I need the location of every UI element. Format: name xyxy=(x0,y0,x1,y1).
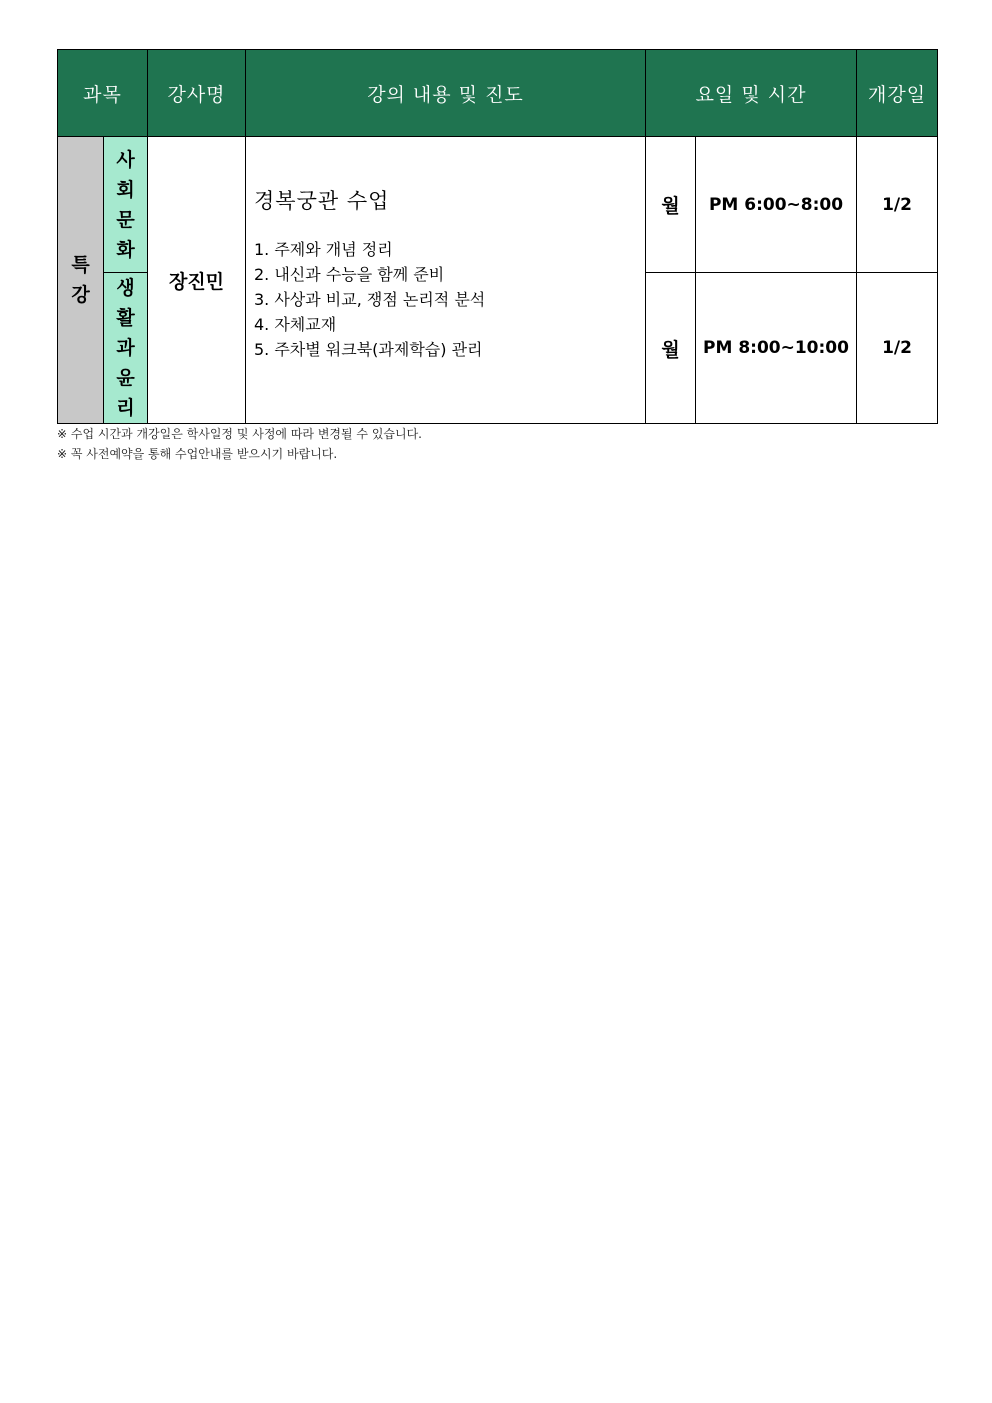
header-subject: 과목 xyxy=(58,50,148,137)
lecture-items xyxy=(254,237,637,362)
list-item: 4. 자체교재 xyxy=(254,315,337,334)
header-content: 강의 내용 및 진도 xyxy=(246,50,646,137)
time-cell: PM 8:00~10:00 xyxy=(696,273,857,424)
day-cell: 월 xyxy=(646,273,696,424)
time-cell: PM 6:00~8:00 xyxy=(696,137,857,273)
category-special: 특 강 xyxy=(58,137,104,424)
note-schedule-change: ※ 수업 시간과 개강일은 학사일정 및 사정에 따라 변경될 수 있습니다. xyxy=(57,427,422,441)
list-item: 2. 내신과 수능을 함께 준비 xyxy=(254,265,445,284)
lecture-title: 경복궁관 수업 xyxy=(254,189,390,213)
instructor-name: 장진민 xyxy=(148,137,246,424)
lecture-content xyxy=(246,137,646,424)
note-reservation: ※ 꼭 사전예약을 통해 수업안내를 받으시기 바랍니다. xyxy=(57,447,338,461)
header-row xyxy=(58,50,938,137)
header-schedule: 요일 및 시간 xyxy=(646,50,857,137)
course-row-social-culture xyxy=(58,137,938,273)
notes xyxy=(57,424,422,464)
start-date-cell: 1/2 xyxy=(857,137,938,273)
list-item: 1. 주제와 개념 정리 xyxy=(254,240,393,259)
header-instructor: 강사명 xyxy=(148,50,246,137)
header-start-date: 개강일 xyxy=(857,50,938,137)
subject-life-ethics: 생 활 과 윤 리 xyxy=(104,273,148,424)
list-item: 3. 사상과 비교, 쟁점 논리적 분석 xyxy=(254,290,486,309)
schedule-table xyxy=(57,49,938,424)
day-cell: 월 xyxy=(646,137,696,273)
subject-social-culture: 사 회 문 화 xyxy=(104,137,148,273)
list-item: 5. 주차별 워크북(과제학습) 관리 xyxy=(254,340,483,359)
start-date-cell: 1/2 xyxy=(857,273,938,424)
